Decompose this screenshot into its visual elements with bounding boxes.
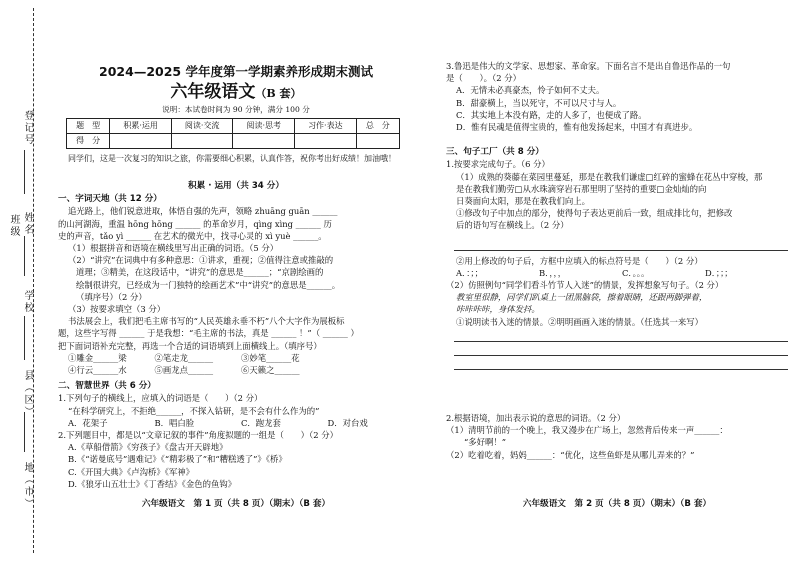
question: 3.鲁迅是伟大的文学家、思想家、革命家。下面名言不是出自鲁迅作品的一句 bbox=[446, 61, 731, 71]
registration-label: 登记号 bbox=[22, 110, 33, 146]
name-label: 姓名 bbox=[22, 212, 33, 236]
score-cell: 得 分 bbox=[67, 134, 110, 149]
question-line: 道理；③精美，在这段话中，“讲究”的意思是______；“京剧绘画的 bbox=[76, 267, 324, 278]
passage-line: 追光路上，他们锐意进取，体悟自强的先声，领略 zhuāng guān ______ bbox=[68, 206, 338, 217]
binding-margin bbox=[0, 0, 46, 561]
score-cell: 阅读·思考 bbox=[233, 119, 295, 134]
exam-title: 2024—2025 学年度第一学期素养形成期末测试 bbox=[99, 64, 373, 79]
question: （2）“讲究”在词典中有多种意思：①讲求，重视；②值得注意或推敲的 bbox=[68, 255, 334, 266]
question-line: “在科学研究上，不拒绝______，不探入钻研，是不会有什么作为的” bbox=[68, 405, 320, 416]
answer-line[interactable] bbox=[454, 345, 788, 356]
option[interactable]: A.《草船借箭》《穷孩子》《盘古开天辟地》 bbox=[68, 442, 228, 453]
school-label: 学校 bbox=[22, 290, 33, 314]
section-2 bbox=[58, 380, 414, 490]
question: 2.根据语境，加出表示说的意思的词语。（2 分） bbox=[446, 413, 626, 423]
city-label: 地（市） bbox=[22, 462, 33, 510]
option[interactable]: C.《开国大典》《卢沟桥》《军神》 bbox=[68, 466, 195, 477]
option[interactable]: A．：；； bbox=[456, 267, 483, 278]
passage-line: 题，这些字写得 ______ 于是我想：“毛主席的书法，真是 ______ ！”（ ______ ） bbox=[58, 328, 359, 339]
question-line: （2）吃着吃着，妈妈______：“优化，这些鱼虾是从哪儿弄来的？” bbox=[446, 449, 695, 460]
county-blank bbox=[24, 412, 25, 452]
example-sentence: 教室里很静，同学们趴桌上一团黑脑袋，擦着眼睛，还跟两脚弹着， bbox=[456, 292, 708, 303]
score-blank[interactable] bbox=[356, 134, 399, 149]
score-cell: 总 分 bbox=[356, 119, 399, 134]
passage-line: （1）成熟的葵藤在菜园里蔓延，那是在教我们谦虚□红碎的蜜蜂在花丛中穿梭，那 bbox=[456, 171, 763, 182]
idiom-item: ⑤画龙点______ bbox=[154, 364, 214, 375]
passage-line: 的山河湖海，重温 hōng hōng ______ 的革命岁月，qìng xìng ______ 历 bbox=[58, 218, 332, 229]
part1-header: 积累 · 运用（共 34 分） bbox=[188, 181, 284, 191]
passage-line: 书法展会上，我们把毛主席书写的“人民英雄永垂不朽”八个大字作为展板标 bbox=[68, 316, 345, 327]
score-blank[interactable] bbox=[110, 134, 172, 149]
option[interactable]: D．惟有民魂是值得宝贵的，惟有他发扬起来，中国才有真进步。 bbox=[456, 121, 698, 132]
idiom-item: ②笔走龙______ bbox=[154, 352, 214, 363]
question: 2.下列题目中，都是以“文章记叙的事件”角度拟题的一组是（ ）（2 分） bbox=[58, 430, 338, 441]
option[interactable]: C．。。。 bbox=[622, 267, 650, 278]
option[interactable]: C．跑龙套 bbox=[241, 417, 281, 428]
score-cell: 题 型 bbox=[67, 119, 110, 134]
options-row bbox=[58, 417, 414, 429]
idiom-item: ⑥天籁之______ bbox=[241, 364, 300, 375]
option[interactable]: B．唱白脸 bbox=[154, 417, 195, 428]
option[interactable]: A．花架子 bbox=[68, 417, 108, 428]
question-2-words bbox=[446, 412, 788, 461]
score-cell: 阅读·交流 bbox=[171, 119, 233, 134]
idiom-item: ③妙笔______花 bbox=[241, 352, 300, 363]
question: （2）仿照例句“同学们看斗竹节人入迷”的情景，发挥想象写句子。（2 分） bbox=[446, 279, 724, 290]
page-1 bbox=[58, 0, 414, 561]
question-line: ①说明读书入迷的情景。②明明画画入迷的情景。（任选其一来写） bbox=[456, 316, 704, 327]
options-row bbox=[446, 267, 788, 279]
question-line: （1）清明节前的一个晚上，我又漫步在广场上，忽然背后传来一声______： bbox=[446, 425, 728, 436]
answer-line[interactable] bbox=[454, 240, 788, 251]
question: ①修改句子中加点的部分，使得句子表达更前后一致，组成排比句，把修改 bbox=[456, 208, 733, 219]
question-3 bbox=[446, 60, 788, 133]
registration-blank bbox=[24, 150, 25, 194]
question-line: 后的语句写在横线上。（2 分） bbox=[456, 220, 569, 231]
intro-text: 同学们，这是一次复习的知识之旅，你需要细心积累，认真作答，祝你考出好成绩！加油哦！ bbox=[68, 154, 396, 163]
section-1 bbox=[58, 193, 414, 376]
section-title: 三、句子工厂（共 8 分） bbox=[446, 147, 544, 157]
passage-line: 史的声音，tǎo yì ______ 在艺术的微光中，找寻心灵的 xì yuè ______。 bbox=[58, 230, 327, 241]
answer-line[interactable] bbox=[454, 331, 788, 342]
score-cell: 积累·运用 bbox=[110, 119, 172, 134]
score-blank[interactable] bbox=[233, 134, 295, 149]
idiom-item: ①雕金______梁 bbox=[68, 352, 127, 363]
score-table-score-row bbox=[67, 134, 400, 149]
answer-line[interactable] bbox=[454, 359, 788, 370]
option[interactable]: B．，，， bbox=[539, 267, 567, 278]
score-cell: 习作·表达 bbox=[295, 119, 357, 134]
question: （3）按要求填空（3 分） bbox=[68, 303, 166, 314]
score-table-header-row bbox=[67, 119, 400, 134]
section-3 bbox=[446, 146, 788, 370]
class-label: 班级 bbox=[8, 214, 19, 238]
question-line: （填序号）（2 分） bbox=[76, 291, 147, 302]
option[interactable]: D．；；； bbox=[705, 267, 733, 278]
example-sentence: 咔咔咔咔，身体发抖。 bbox=[456, 304, 540, 315]
passage-line: 日葵面向太阳，那是在教我们向上。 bbox=[456, 196, 590, 207]
school-blank bbox=[24, 316, 25, 360]
page-footer: 六年级语文 第 2 页（共 8 页）（期末）（B 套） bbox=[522, 499, 712, 509]
idiom-item: ④行云______水 bbox=[68, 364, 127, 375]
section-title: 一、字词天地（共 12 分） bbox=[58, 194, 162, 204]
exam-subject: 六年级语文（B 套） bbox=[170, 82, 302, 102]
idiom-grid bbox=[58, 352, 414, 376]
question: 1.按要求完成句子。（6 分） bbox=[446, 159, 550, 170]
county-label: 县（区） bbox=[22, 370, 33, 418]
score-blank[interactable] bbox=[295, 134, 357, 149]
question: （1）根据拼音和语境在横线里写出正确的词语。（5 分） bbox=[68, 243, 279, 254]
option[interactable]: D．对台戏 bbox=[327, 417, 368, 428]
passage-line: 是在教我们勤劳□从水珠滴穿岩石那里明了坚持的重要□金灿灿的向 bbox=[456, 183, 707, 194]
score-blank[interactable] bbox=[171, 134, 233, 149]
question-line: 绘制很讲究，已经成为一门独特的绘画艺术”中“讲究”的意思是______。 bbox=[76, 279, 341, 290]
option[interactable]: B.《“诺曼底号”遇难记》《“精彩极了”和“糟糕透了”》《桥》 bbox=[68, 454, 287, 465]
page-2 bbox=[446, 0, 788, 561]
score-table bbox=[66, 118, 400, 149]
option[interactable]: C．其实地上本没有路，走的人多了，也便成了路。 bbox=[456, 109, 647, 120]
option[interactable]: A．无情未必真豪杰，怜子如何不丈夫。 bbox=[456, 85, 605, 96]
section-title: 二、智慧世界（共 6 分） bbox=[58, 381, 156, 391]
option[interactable]: D.《狼牙山五壮士》《丁香结》《金色的鱼钩》 bbox=[68, 478, 237, 489]
question-line: “多好啊！” bbox=[464, 437, 507, 448]
option[interactable]: B．甜豪横上，当以死守，不可以尺寸与人。 bbox=[456, 97, 622, 108]
name-blank bbox=[24, 236, 25, 276]
question-line: 是（ ）。（2 分） bbox=[446, 73, 521, 84]
question: 1.下列句子的横线上，应填入的词语是（ ）（2 分） bbox=[58, 393, 263, 404]
passage-line: 把下面词语补充完整，再选一个合适的词语填到上面横线上。（填序号） bbox=[58, 340, 322, 351]
question: ②用上修改的句子后，方框中应填入的标点符号是（ ）（2 分） bbox=[456, 255, 703, 266]
exam-note: 说明：本试卷时间为 90 分钟，满分 100 分 bbox=[162, 105, 310, 114]
page-footer: 六年级语文 第 1 页（共 8 页）（期末）（B 套） bbox=[141, 499, 331, 509]
